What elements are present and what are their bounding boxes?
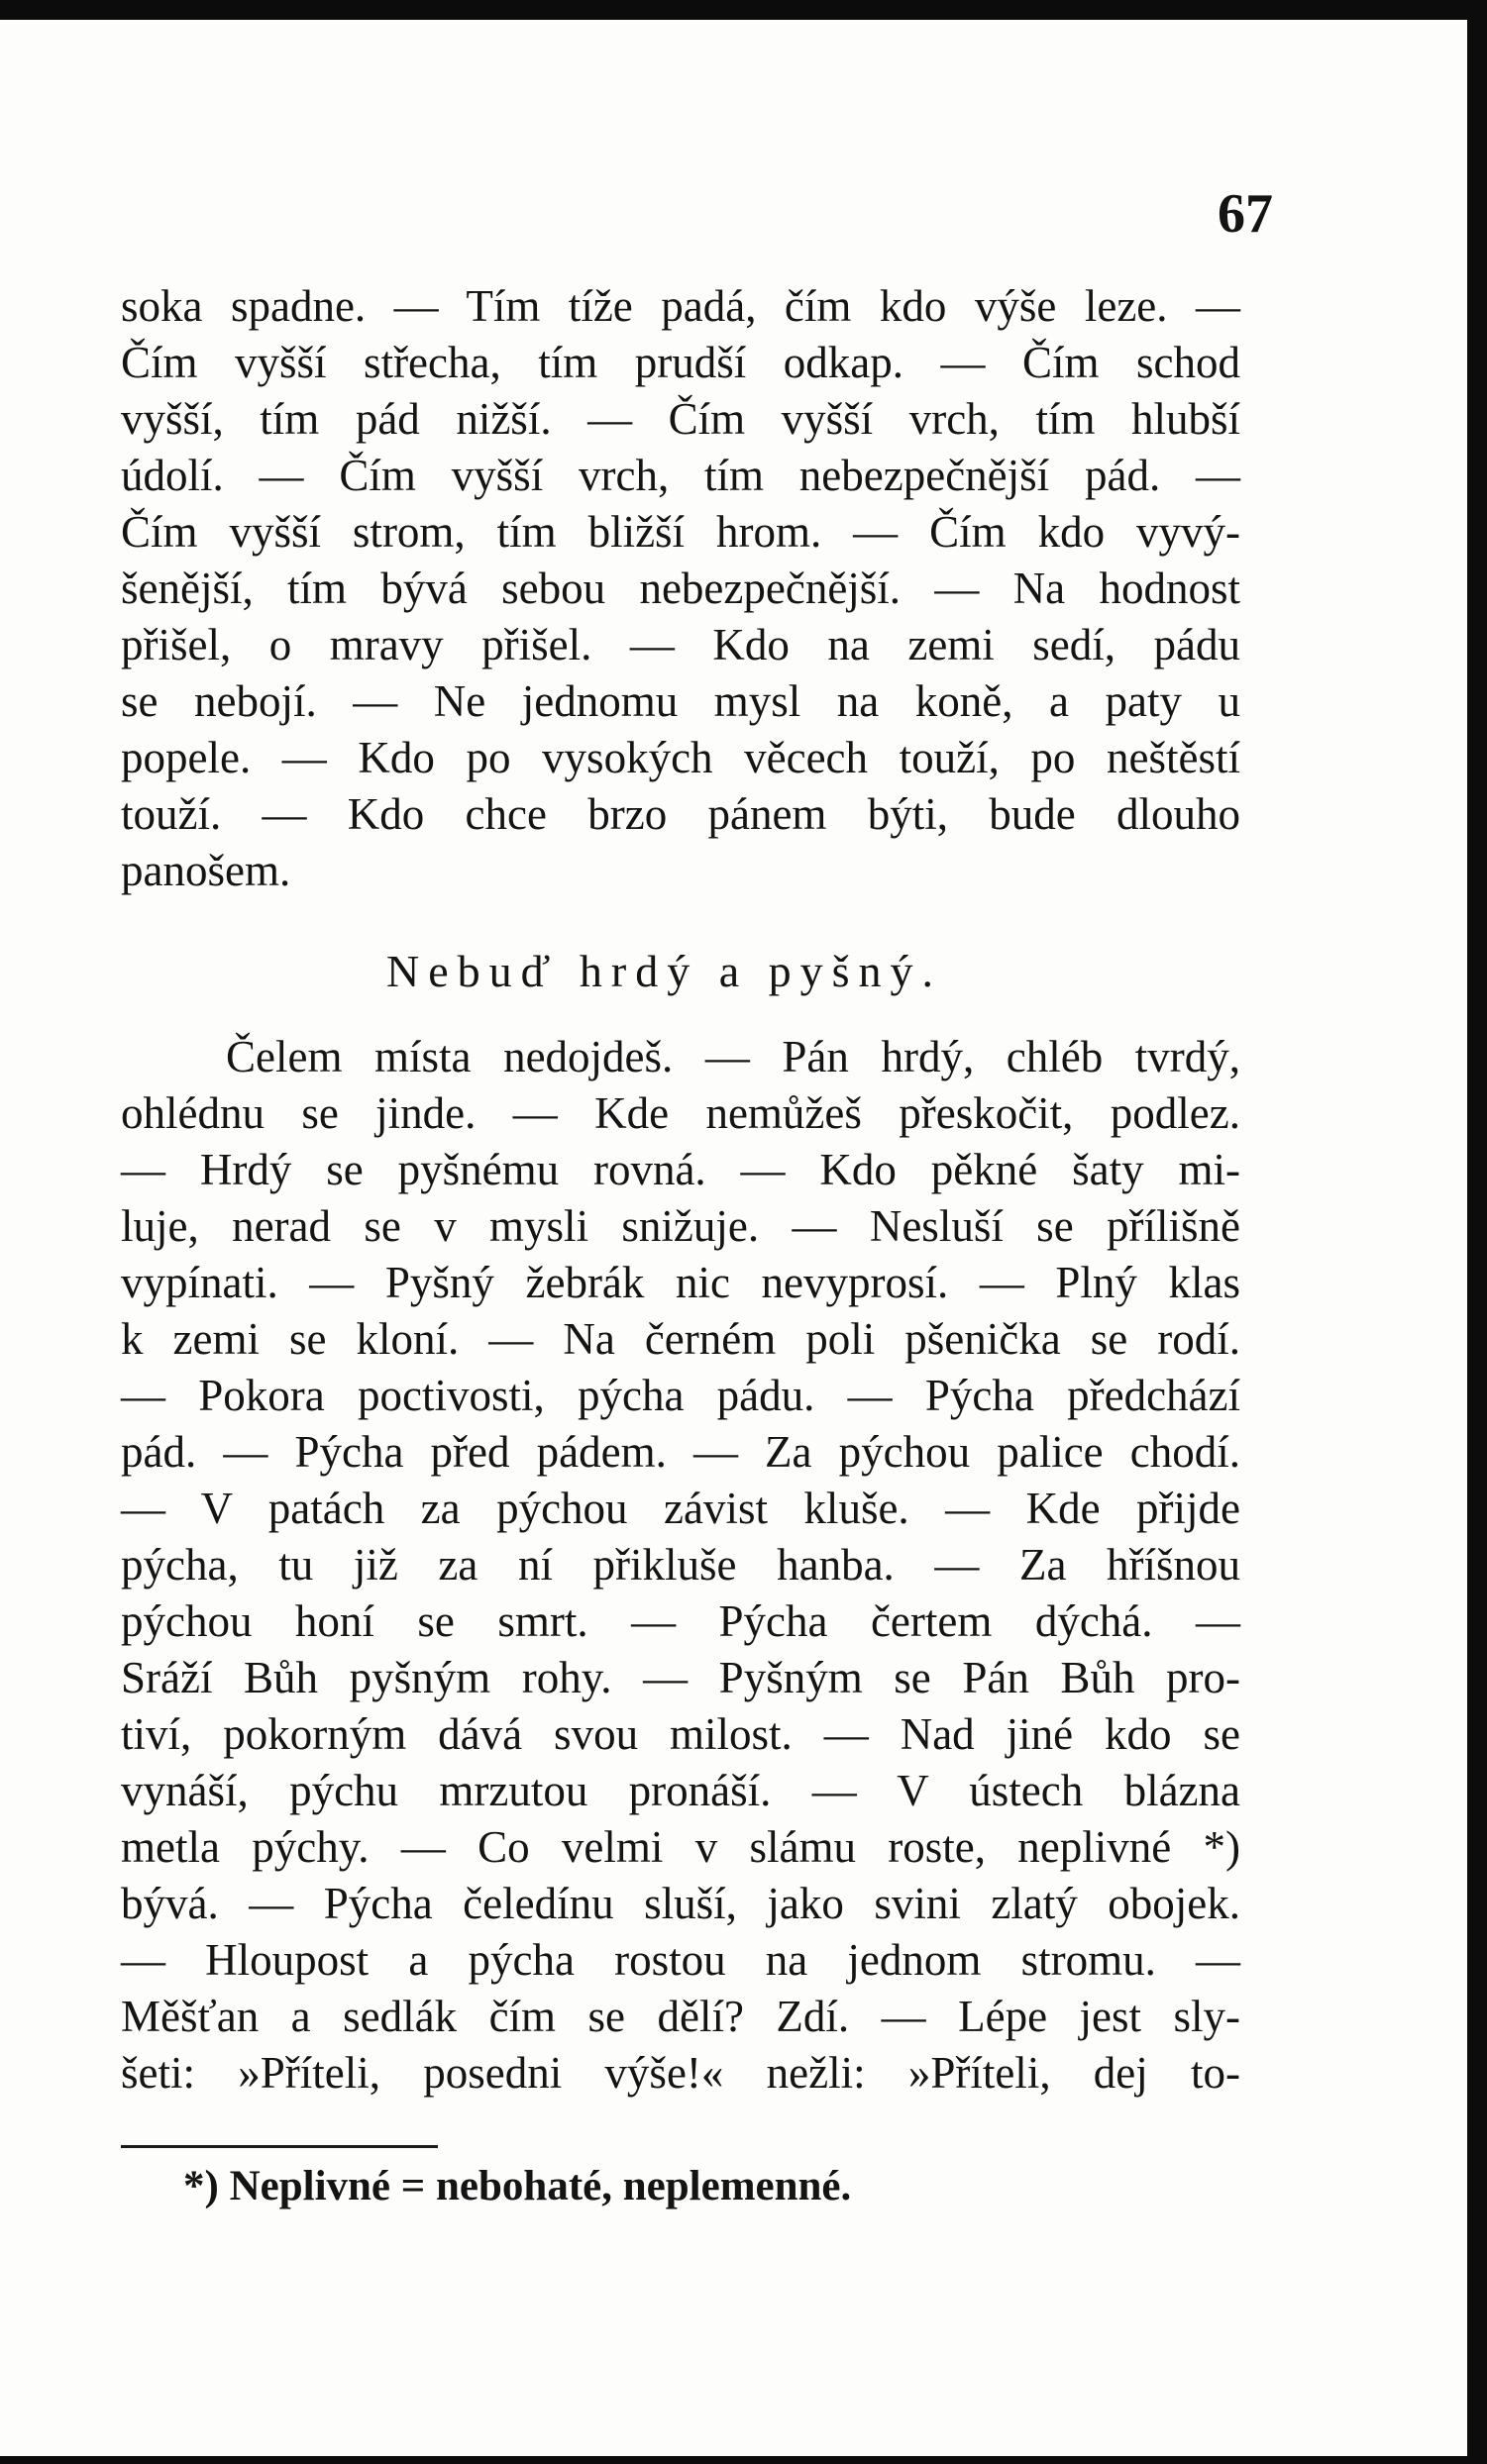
text-line: Čelem místa nedojdeš. — Pán hrdý, chléb tvrdý, [226,1032,1240,1081]
text-line: šenější, tím bývá sebou nebezpečnější. — Na hodnost [121,564,1240,613]
scan-border-bottom [0,2456,1487,2464]
scan-border-top [0,0,1487,20]
text-line: ohlédnu se jinde. — Kde nemůžeš přeskočit, podlez. [121,1088,1240,1138]
text-line: popele. — Kdo po vysokých věcech touží, po neštěstí [121,733,1240,782]
text-line: luje, nerad se v mysli snižuje. — Nesluší se přílišně [121,1201,1240,1251]
text-line: — Hrdý se pyšnému rovná. — Kdo pěkné šaty mi- [121,1145,1240,1194]
text-line: pýcha, tu již za ní přikluše hanba. — Za hříšnou [121,1540,1240,1590]
text-line: k zemi se kloní. — Na černém poli pšenička se rodí. [121,1314,1240,1364]
footnote: *) Neplivné = nebohaté, neplemenné. [183,2163,852,2209]
text-line: vyšší, tím pád nižší. — Čím vyšší vrch, tím hlubší [121,394,1240,444]
text-line: vynáší, pýchu mrzutou pronáší. — V ústech blázna [121,1766,1240,1815]
text-line: se nebojí. — Ne jednomu mysl na koně, a paty u [121,676,1240,726]
text-line: údolí. — Čím vyšší vrch, tím nebezpečnější pád. — [121,451,1240,500]
text-line: — Hloupost a pýcha rostou na jednom stromu. — [121,1935,1240,1985]
footnote-rule [121,2145,438,2148]
text-line: panošem. [121,846,291,895]
text-line: Měšťan a sedlák čím se dělí? Zdí. — Lépe jest sly- [121,1992,1240,2041]
text-line: vypínati. — Pyšný žebrák nic nevyprosí. — Plný klas [121,1258,1240,1307]
text-line: pýchou honí se smrt. — Pýcha čertem dýchá. — [121,1596,1240,1646]
text-line: — V patách za pýchou závist kluše. — Kde přijde [121,1484,1240,1533]
text-line: Čím vyšší strom, tím bližší hrom. — Čím kdo vyvý- [121,507,1240,557]
scan-border-right [1467,0,1487,2464]
text-line: soka spadne. — Tím tíže padá, čím kdo výše leze. — [121,281,1240,331]
section-heading: Nebuď hrdý a pyšný. [386,946,943,996]
text-line: tiví, pokorným dává svou milost. — Nad jiné kdo se [121,1709,1240,1759]
text-line: metla pýchy. — Co velmi v slámu roste, neplivné *) [121,1822,1240,1872]
text-line: Čím vyšší střecha, tím prudší odkap. — Čím schod [121,338,1240,387]
text-line: bývá. — Pýcha čeledínu sluší, jako svini zlatý obojek. [121,1879,1240,1928]
text-line: šeti: »Příteli, posedni výše!« nežli: »Příteli, dej to- [121,2048,1240,2098]
page-number: 67 [1218,183,1273,245]
text-line: přišel, o mravy přišel. — Kdo na zemi sedí, pádu [121,620,1240,669]
text-line: Sráží Bůh pyšným rohy. — Pyšným se Pán Bůh pro- [121,1653,1240,1702]
text-line: pád. — Pýcha před pádem. — Za pýchou palice chodí. [121,1427,1240,1477]
text-line: touží. — Kdo chce brzo pánem býti, bude dlouho [121,789,1240,839]
text-line: — Pokora poctivosti, pýcha pádu. — Pýcha předchází [121,1371,1240,1420]
